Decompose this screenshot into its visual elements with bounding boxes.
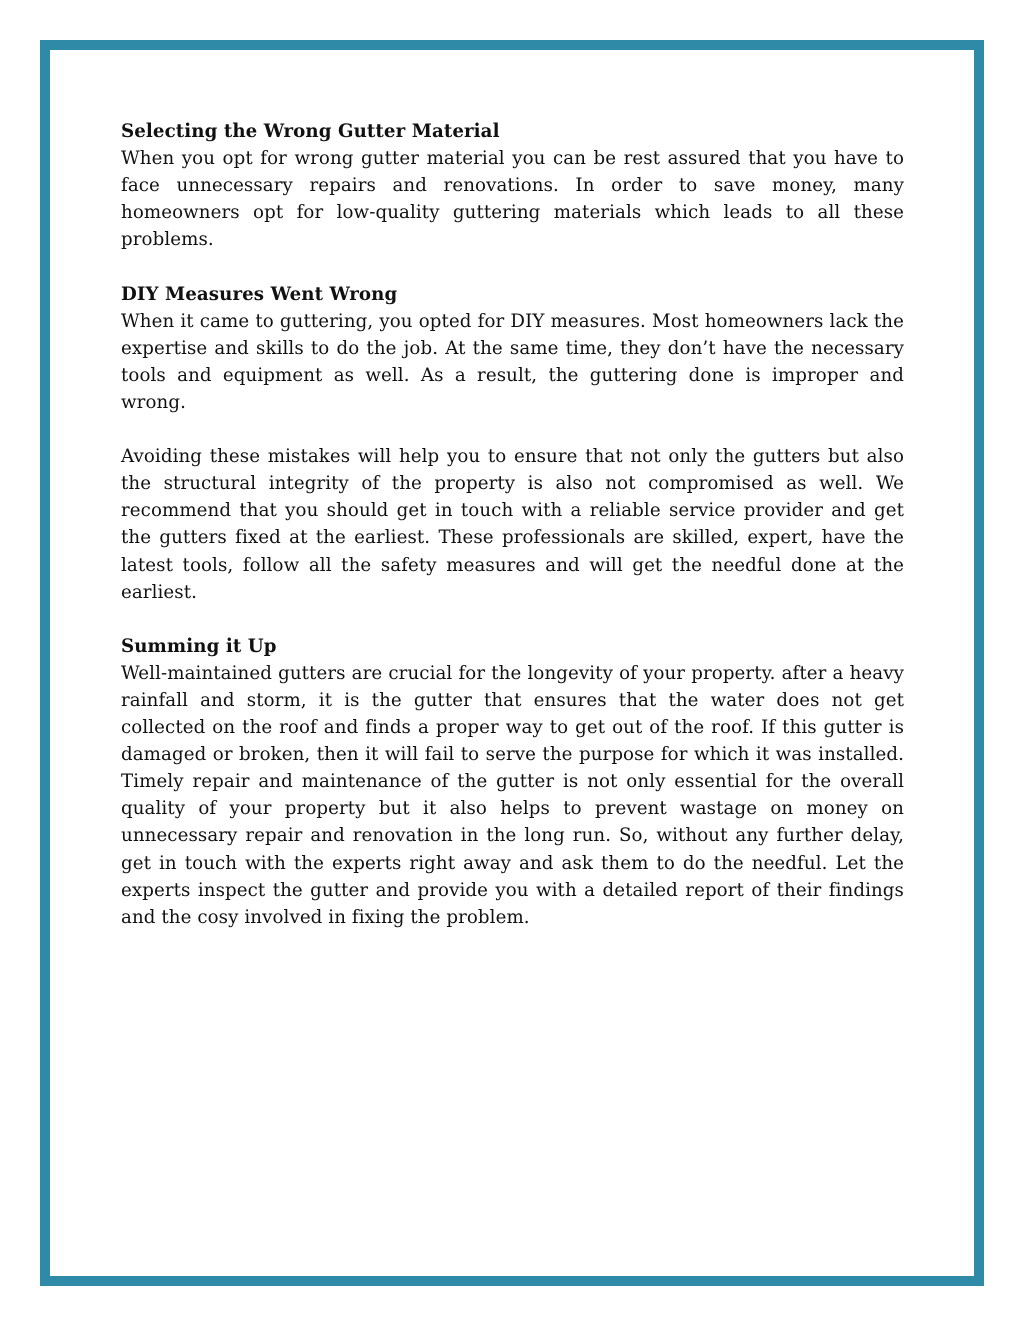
section-summing-it-up [121, 633, 904, 931]
section-heading: Selecting the Wrong Gutter Material [121, 121, 500, 142]
section-heading: DIY Measures Went Wrong [121, 283, 398, 305]
section-wrong-gutter-material [121, 118, 904, 253]
section-paragraph: When it came to guttering, you opted for DIY measures. Most homeowners lack the expertise and skills to do the job. At the same time, they don’t have the necessary tools and equipment as well. As a result, the guttering done is improper and wrong. [121, 310, 904, 413]
section-paragraph: When you opt for wrong gutter material you can be rest assured that you have to face unnecessary repairs and renovations. In order to save money, many homeowners opt for low-quality guttering materials which leads to all these problems. [121, 148, 904, 251]
document-body [121, 118, 904, 958]
section-paragraph: Avoiding these mistakes will help you to ensure that not only the gutters but also the structural integrity of the property is also not compromised as well. We recommend that you should get in touch with a reliable service provider and get the gutters fixed at the earliest. These professionals are skilled, expert, have the latest tools, follow all the safety measures and will get the needful done at the earliest. [121, 446, 904, 603]
section-heading: Summing it Up [121, 635, 277, 657]
section-avoiding-mistakes [121, 443, 904, 606]
section-paragraph: Well-maintained gutters are crucial for the longevity of your property. after a heavy rainfall and storm, it is the gutter that ensures that the water does not get collected on the roof and finds a proper way to get out of the roof. If this gutter is damaged or broken, then it will fail to serve the purpose for which it was installed. Timely repair and maintenance of the gutter is not only essential for the overall quality of your property but it also helps to prevent wastage on money on unnecessary repair and renovation in the long run. So, without any further delay, get in touch with the experts right away and ask them to do the needful. Let the experts inspect the gutter and provide you with a detailed report of their findings and the cosy involved in fixing the problem. [121, 662, 904, 928]
section-diy-measures [121, 281, 904, 416]
